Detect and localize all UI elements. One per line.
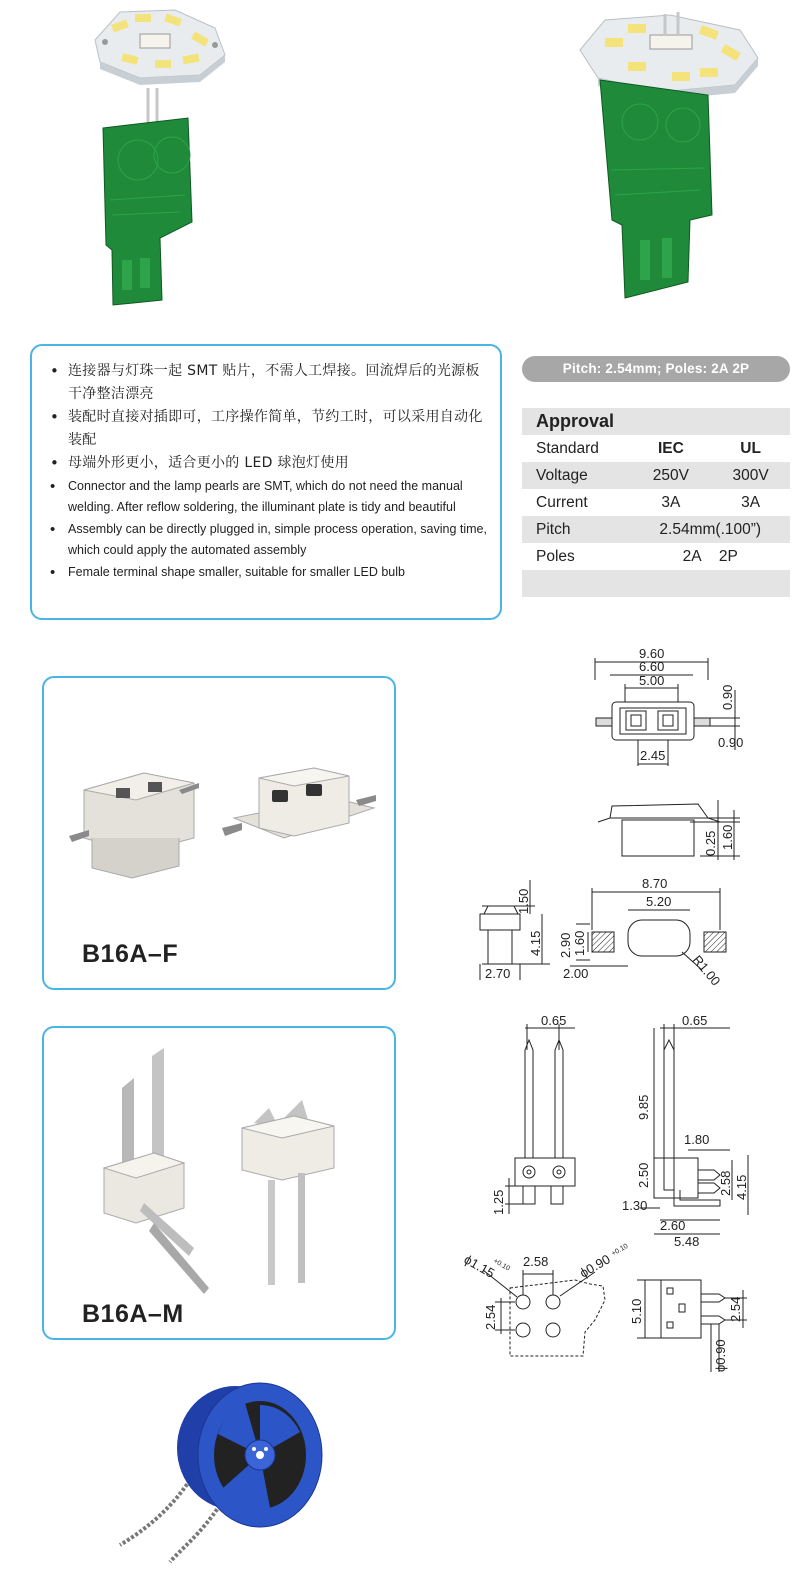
dim-f-2-70: 2.70 [485, 966, 511, 981]
voltage-label: Voltage [536, 466, 588, 484]
male-top-view-drawing [615, 1270, 800, 1380]
feature-en-3: • Female terminal shape smaller, suitable for smaller LED bulb [48, 562, 488, 583]
feature-cn-1: • 连接器与灯珠一起 SMT 贴片，不需人工焊接。回流焊后的光源板干净整洁漂亮 [48, 360, 488, 406]
dim-m-5-10: 5.10 [629, 1298, 644, 1324]
approval-table [522, 408, 790, 597]
feature-en-2: • Assembly can be directly plugged in, simple process operation, saving time, which could apply the automated assembly [48, 519, 488, 561]
dim-f-2-45: 2.45 [640, 748, 666, 763]
female-top-view-drawing [560, 640, 800, 770]
led-plate-left [95, 10, 225, 85]
dim-m-phi-1-15-tol: +0.10 [492, 1257, 511, 1273]
dim-m-2-60: 2.60 [660, 1218, 686, 1233]
approval-title: Approval [536, 411, 615, 431]
female-product-box [42, 676, 396, 990]
dim-m-phi-1-15: ϕ1.15 [461, 1251, 498, 1281]
pitch-poles-banner: Pitch: 2.54mm; Poles: 2A 2P [522, 356, 790, 382]
approval-blank-row [522, 570, 790, 597]
dim-m-2-58: 2.58 [718, 1170, 733, 1196]
male-connector-photo [44, 1028, 394, 1338]
male-pcb-layout-drawing [455, 1240, 630, 1370]
led-board-photos [0, 0, 800, 330]
feature-cn-3: • 母端外形更小，适合更小的 LED 球泡灯使用 [48, 452, 488, 475]
female-pad-layout-drawing [470, 870, 800, 990]
poles-row [522, 543, 790, 570]
male-front-view-drawing [485, 1010, 595, 1230]
approval-title-row [522, 408, 790, 435]
dim-m-2-50: 2.50 [636, 1162, 651, 1188]
feature-list-box [30, 344, 502, 620]
current-row [522, 489, 790, 516]
feature-list [48, 360, 488, 583]
dim-f-r1-00: R1.00 [689, 952, 724, 989]
dim-f-2-00: 2.00 [563, 966, 589, 981]
dim-f-0-90-a: 0.90 [720, 684, 735, 710]
voltage-iec: 250V [652, 466, 689, 484]
dim-f-8-70: 8.70 [642, 876, 668, 891]
voltage-row [522, 462, 790, 489]
dim-m-1-30: 1.30 [622, 1198, 648, 1213]
dim-f-1-60-pad: 1.60 [572, 930, 587, 956]
dim-m-5-48: 5.48 [674, 1234, 700, 1249]
dim-f-0-90-b: 0.90 [718, 735, 744, 750]
voltage-ul: 300V [732, 466, 769, 484]
pitch-value: 2.54mm(.100”) [659, 520, 762, 538]
male-side-view-drawing [620, 1010, 800, 1250]
dim-f-0-25: 0.25 [703, 830, 718, 856]
dim-m-9-85: 9.85 [636, 1094, 651, 1120]
dim-f-2-90: 2.90 [558, 932, 573, 958]
dim-m-1-25: 1.25 [491, 1189, 506, 1215]
current-label: Current [536, 493, 588, 511]
dim-m-2-54-pcb: 2.54 [483, 1304, 498, 1330]
dim-m-phi-0-90-top: ϕ0.90 [713, 1339, 728, 1372]
iec-header: IEC [657, 439, 684, 457]
dim-f-6-60: 6.60 [639, 659, 665, 674]
current-ul: 3A [741, 493, 761, 511]
dim-m-0-65-side: 0.65 [682, 1013, 708, 1028]
dim-m-4-15: 4.15 [734, 1174, 749, 1200]
dim-f-4-15: 4.15 [528, 930, 543, 956]
pcb-left [103, 88, 192, 305]
poles-value [631, 548, 790, 566]
female-product-label: B16A–F [82, 940, 179, 968]
male-product-label: B16A–M [82, 1300, 184, 1328]
pcb-right [600, 80, 712, 298]
female-side-view-drawing [590, 790, 800, 870]
current-iec: 3A [661, 493, 681, 511]
dim-m-phi-0-90-tol: +0.10 [610, 1242, 630, 1258]
dim-m-0-65-front: 0.65 [541, 1013, 567, 1028]
dim-m-2-54-top: 2.54 [728, 1296, 743, 1322]
feature-en-1: • Connector and the lamp pearls are SMT, which do not need the manual welding. After reflow soldering, the illuminant plate is tidy and beautiful [48, 476, 488, 518]
feature-cn-2: • 装配时直接对插即可，工序操作简单，节约工时，可以采用自动化装配 [48, 406, 488, 452]
pitch-row [522, 516, 790, 543]
dim-m-phi-0-90: ϕ0.90 [577, 1251, 613, 1281]
dim-f-1-60: 1.60 [720, 824, 735, 850]
dim-f-5-20: 5.20 [646, 894, 672, 909]
ul-header: UL [740, 439, 761, 457]
dim-f-9-60: 9.60 [639, 646, 665, 661]
dim-f-5-00: 5.00 [639, 673, 665, 688]
poles-label: Poles [536, 547, 575, 565]
dim-m-1-80: 1.80 [684, 1132, 710, 1147]
standard-row [522, 435, 790, 462]
pitch-label: Pitch [536, 520, 571, 538]
dim-m-2-58-pcb: 2.58 [523, 1254, 549, 1269]
poles-p: 2P [718, 547, 738, 565]
tape-reel-photo [100, 1370, 360, 1565]
poles-a: 2A [682, 547, 702, 565]
dim-f-1-50: 1.50 [516, 888, 531, 914]
standard-label: Standard [536, 439, 599, 457]
male-product-box [42, 1026, 396, 1340]
